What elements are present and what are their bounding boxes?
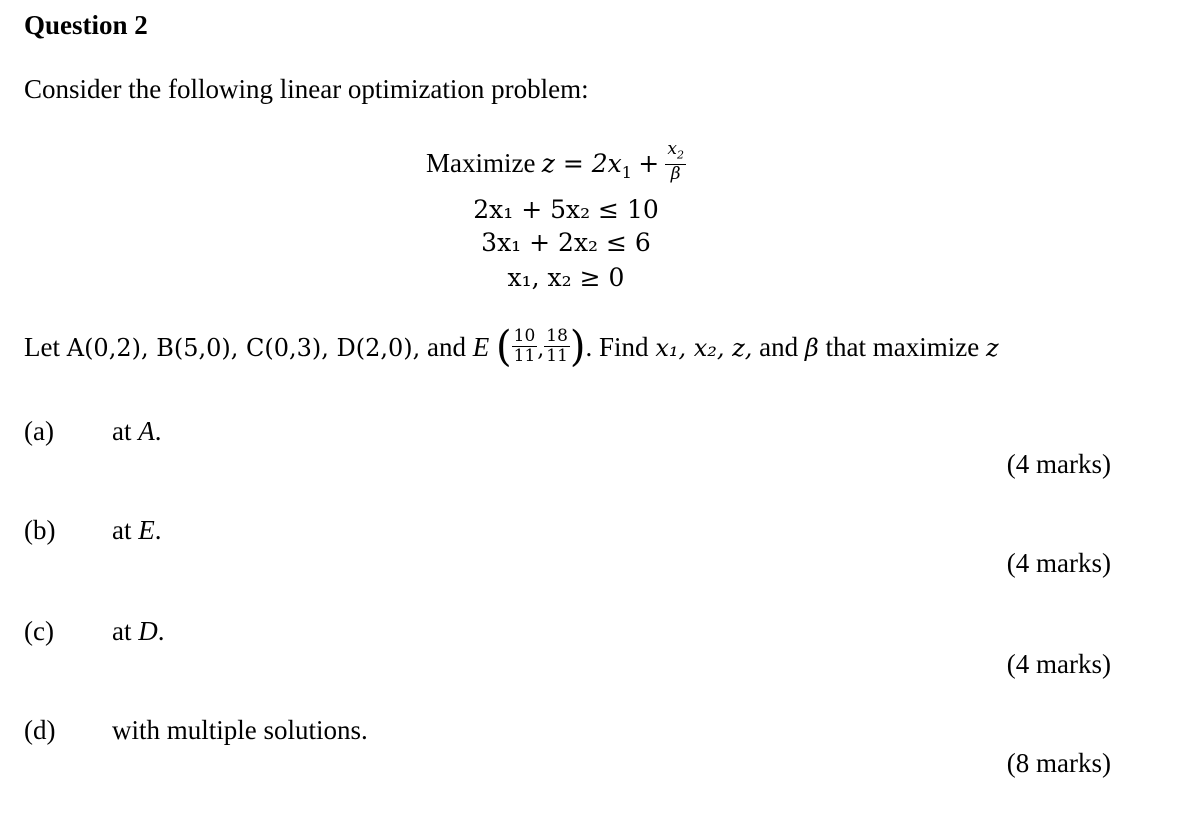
part-a-text: at A. (112, 416, 162, 446)
e-fraction-2 (544, 327, 570, 366)
find-vars: x₁, x₂, z, (655, 334, 753, 363)
find-and: and (752, 332, 805, 363)
constraint-3: x₁, x₂ ≥ 0 (507, 263, 625, 292)
find-tail: that maximize (818, 332, 986, 363)
part-c-text: at D. (112, 616, 165, 646)
objective-fraction (665, 140, 686, 184)
part-b-text: at E. (112, 515, 162, 545)
points-statement (24, 322, 999, 372)
point-a: A(0,2), (66, 334, 157, 363)
intro-text: Consider the following linear optimization problem: (24, 74, 589, 104)
point-b: B(5,0), (156, 334, 247, 363)
frac-denominator: β (670, 164, 681, 185)
objective-lhs: z = 2x (541, 148, 622, 178)
objective-sub: 1 (621, 162, 632, 182)
point-e-label: E (472, 332, 497, 363)
part-b-label: (b) (24, 515, 56, 545)
left-paren: ( (496, 322, 512, 372)
point-d: D(2,0), (336, 334, 421, 363)
e-num-2: 18 (546, 325, 568, 346)
beta-symbol: β (804, 334, 819, 363)
points-lead: Let (24, 332, 67, 363)
objective-plus: + (638, 148, 660, 178)
part-a-marks: (4 marks) (1006, 449, 1111, 479)
e-den-2: 11 (546, 345, 568, 366)
points-and: and (420, 332, 473, 363)
part-d-text: with multiple solutions. (112, 715, 368, 745)
part-c-marks: (4 marks) (1006, 649, 1111, 679)
maximize-word: Maximize (426, 147, 536, 178)
part-d-marks: (8 marks) (1006, 748, 1111, 778)
constraint-1: 2x₁ + 5x₂ ≤ 10 (473, 195, 659, 224)
right-paren: ) (569, 322, 586, 372)
frac-numerator-sub: 2 (676, 148, 684, 162)
point-c: C(0,3), (246, 334, 337, 363)
constraint-2: 3x₁ + 2x₂ ≤ 6 (481, 228, 651, 257)
z-symbol: z (985, 334, 999, 363)
frac-numerator: x (667, 139, 677, 159)
find-text: . Find (585, 332, 656, 363)
e-fraction-1 (512, 327, 538, 366)
objective-function (426, 139, 686, 188)
part-d-label: (d) (24, 715, 56, 745)
part-b-marks: (4 marks) (1006, 548, 1111, 578)
part-c-label: (c) (24, 616, 54, 646)
e-num-1: 10 (513, 325, 536, 346)
e-den-1: 11 (513, 345, 536, 366)
e-comma: , (537, 337, 545, 363)
part-a-label: (a) (24, 416, 54, 446)
question-heading: Question 2 (24, 10, 148, 40)
